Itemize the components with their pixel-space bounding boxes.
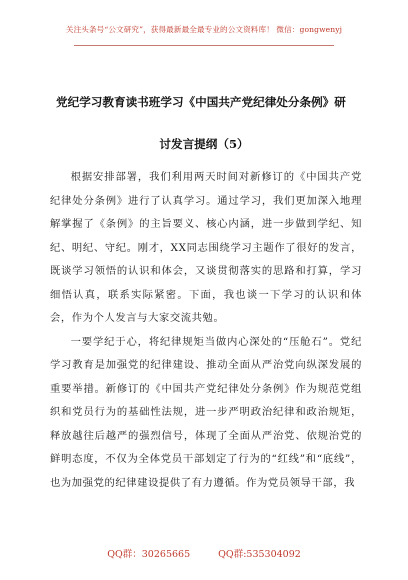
page-header (0, 0, 408, 50)
footer-qq-group-2: QQ群:535304092 (218, 549, 301, 560)
document-body (50, 166, 362, 495)
page-footer (0, 546, 408, 560)
footer-qq-group-1: QQ群：30265665 (107, 549, 191, 560)
body-paragraph: 根据安排部署，我们利用两天时间对新修订的《中国共产党纪律处分条例》进行了认真学习。通过学习，我们更加深入地理解掌握了《条例》的主旨要义、核心内涵，进一步做到学纪、知纪、明纪、守纪。刚才，XX同志围绕学习主题作了很好的发言，既谈学习领悟的认识和体会，又谈贯彻落实的思路和打算，学习细悟认真，联系实际紧密。下面，我也谈一下学习的认识和体会，作为个人发言与大家交流共勉。 (50, 171, 362, 324)
body-paragraph: 一要学纪于心，将纪律规矩当做内心深处的“压舱石”。党纪学习教育是加强党的纪律建设、推动全面从严治党向纵深发展的重要举措。新修订的《中国共产党纪律处分条例》作为规范党组织和党员行为的基础性法规，进一步严明政治纪律和政治规矩，释放越往后越严的强烈信号，体现了全面从严治党、依规治党的鲜明态度，不仅为全体党员干部划定了行为的“红线”和“底线”，也为加强党的纪律建设提供了有力遵循。作为党员领导干部，我 (50, 335, 362, 489)
header-banner-text: 关注头条号“公文研究”，获得最新最全最专业的公文资料库！ 微信：gongwenyj (65, 25, 343, 34)
header-divider (74, 45, 334, 46)
document-title-line1: 党纪学习教育读书班学习《中国共产党纪律处分条例》研 (56, 95, 346, 109)
document-title-line2: 讨发言提纲（5） (159, 137, 249, 151)
